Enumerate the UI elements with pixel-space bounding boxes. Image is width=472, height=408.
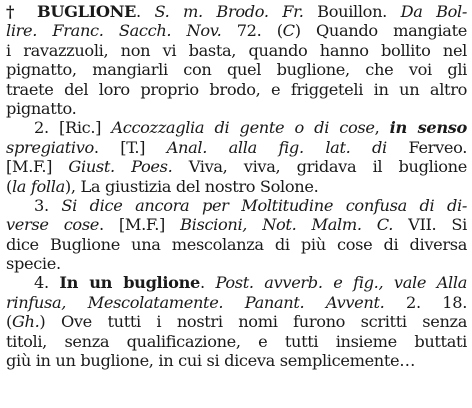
text-segment: spregiativo: [6, 137, 94, 157]
entry-line: [6, 118, 467, 137]
text-segment: In un buglione: [59, 273, 200, 293]
text-segment: la folla: [11, 176, 65, 196]
entry-line: [6, 351, 467, 370]
text-segment: ) Ove tutti i nostri nomi furono scritti senza: [39, 312, 467, 332]
text-segment: dice Buglione una mescolanza di più cose di diversa: [6, 234, 467, 254]
entry-line: [6, 157, 467, 176]
text-segment: Ferveo.: [386, 137, 467, 157]
text-segment: (: [6, 312, 12, 332]
text-segment: Giust. Poes.: [68, 157, 173, 177]
text-segment: pignatto, mangiarli con quel buglione, che voi gli: [6, 60, 467, 80]
entry-line: [6, 196, 467, 215]
entry-line: [6, 312, 467, 331]
text-segment: VII. Si: [393, 215, 467, 235]
text-segment: pignatto.: [6, 98, 77, 118]
text-segment: Viva, viva, gridava il buglione: [172, 157, 467, 177]
text-segment: ), La giustizia del nostro Solone.: [64, 176, 319, 196]
text-segment: 2. 18.: [384, 292, 467, 312]
entry-line: [6, 138, 467, 157]
text-segment: Si dice ancora per Moltitudine confusa di di-: [61, 195, 467, 215]
text-segment: (: [6, 176, 12, 196]
entry-line: [6, 41, 467, 60]
text-segment: giù in un buglione, in cui si diceva semplicemente…: [6, 351, 416, 371]
text-segment: Bouillon.: [303, 2, 401, 21]
text-segment: [M.F.]: [6, 157, 69, 177]
text-segment: †: [6, 2, 38, 21]
text-segment: in senso: [389, 118, 467, 138]
text-segment: C: [282, 21, 295, 41]
text-segment: Da Bol-: [400, 2, 467, 21]
entry-line: [6, 332, 467, 351]
text-segment: 72. (: [221, 21, 283, 41]
text-segment: rinfusa, Mescolatamente. Panant. Avvent.: [6, 292, 385, 312]
text-segment: 4.: [34, 273, 60, 293]
entry-line: [6, 2, 467, 21]
entry-line: [6, 177, 467, 196]
text-segment: .: [136, 2, 155, 21]
text-segment: titoli, senza qualificazione, e tutti insieme buttati: [6, 331, 467, 351]
text-segment: S. m. Brodo. Fr.: [154, 2, 304, 21]
entry-line: [6, 21, 467, 40]
text-segment: ) Quando mangiate: [294, 21, 467, 41]
text-segment: 2. [Ric.]: [34, 118, 112, 138]
text-segment: Anal. alla fig. lat. di: [166, 137, 387, 157]
entry-line: [6, 215, 467, 234]
entry-line: [6, 80, 467, 99]
text-segment: ,: [374, 118, 390, 138]
entry-line: [6, 293, 467, 312]
text-segment: Accozzaglia di gente o di cose: [111, 118, 375, 138]
entry-line: [6, 235, 467, 254]
text-segment: 3.: [34, 195, 62, 215]
text-segment: BUGLIONE: [37, 2, 137, 21]
entry-line: [6, 273, 467, 292]
text-segment: . [T.]: [93, 137, 167, 157]
text-segment: Gh.: [11, 312, 40, 332]
text-segment: . [M.F.]: [99, 215, 181, 235]
entry-line: [6, 99, 467, 118]
text-segment: lire. Franc. Sacch. Nov.: [6, 21, 222, 41]
text-segment: .: [199, 273, 216, 293]
text-segment: verse cose: [6, 215, 100, 235]
text-segment: Post. avverb. e fig., vale Alla: [215, 273, 467, 293]
text-segment: traete del loro proprio brodo, e friggeteli in un altro: [6, 79, 467, 99]
text-segment: i ravazzuoli, non vi basta, quando hanno bollito nel: [6, 40, 467, 60]
text-segment: specie.: [6, 254, 61, 274]
entry-line: [6, 60, 467, 79]
text-segment: Biscioni, Not. Malm. C.: [180, 215, 393, 235]
entry-line: [6, 254, 467, 273]
